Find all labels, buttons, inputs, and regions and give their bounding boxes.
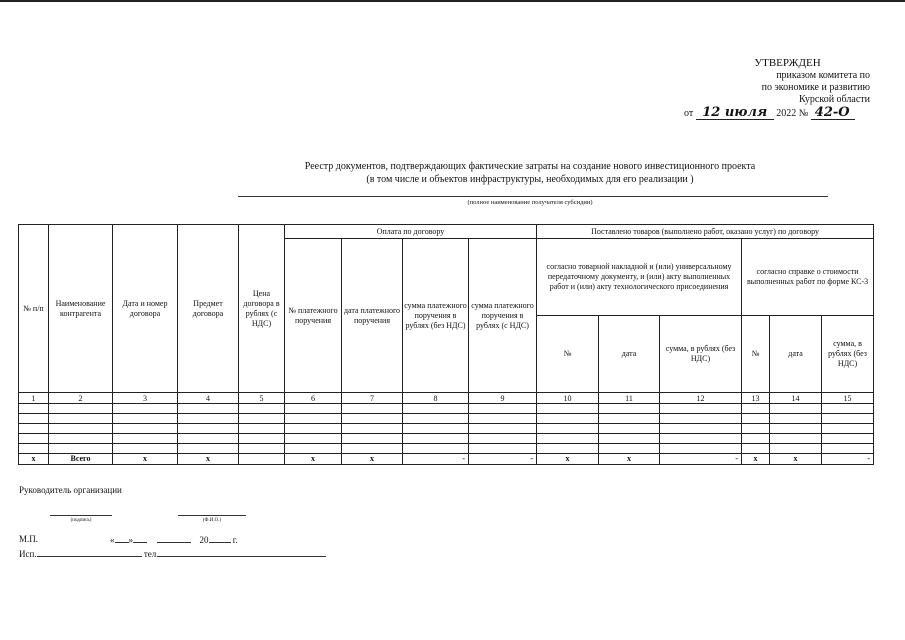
- signature-line: [50, 515, 112, 516]
- header-supplied-group: Поставлено товаров (выполнено работ, оказано услуг) по договору: [537, 225, 874, 239]
- total-cell: x: [342, 454, 403, 465]
- column-number: 12: [660, 393, 742, 404]
- column-number: 14: [770, 393, 822, 404]
- empty-row: [19, 434, 874, 444]
- approval-date-line: [660, 107, 870, 120]
- header-payment-order-date: дата платежного поручения: [342, 239, 403, 393]
- approval-date-prefix: от: [684, 108, 694, 119]
- header-ks3-number: №: [742, 316, 770, 393]
- header-contract-date-number: Дата и номер договора: [113, 225, 178, 393]
- column-number: 1: [19, 393, 49, 404]
- column-number: 5: [239, 393, 285, 404]
- column-number: 3: [113, 393, 178, 404]
- name-caption: (Ф.И.О.): [202, 518, 222, 523]
- date-suffix: г.: [232, 535, 238, 545]
- stamp-place-label: М.П.: [19, 534, 39, 544]
- phone-blank: [158, 548, 326, 557]
- total-cell: -: [469, 454, 537, 465]
- total-cell: x: [537, 454, 599, 465]
- empty-row: [19, 404, 874, 414]
- date-close-quote: »: [128, 535, 133, 545]
- approval-title: УТВЕРЖДЕН: [754, 57, 821, 69]
- signature-caption: (подпись): [70, 518, 92, 523]
- total-label: Всего: [49, 454, 113, 465]
- header-payment-sum-no-vat: сумма платежного поручения в рублях (без НДС): [403, 239, 469, 393]
- total-cell: x: [113, 454, 178, 465]
- column-number: 7: [342, 393, 403, 404]
- document-title: [270, 160, 790, 186]
- phone-label: тел.: [143, 549, 159, 559]
- header-ks3-sum: сумма, в рублях (без НДС): [822, 316, 874, 393]
- header-contract-price: Цена договора в рублях (с НДС): [239, 225, 285, 393]
- column-number: 6: [285, 393, 342, 404]
- column-number: 15: [822, 393, 874, 404]
- header-ks3-date: дата: [770, 316, 822, 393]
- total-row: [19, 454, 874, 465]
- year-blank: [209, 534, 231, 543]
- approval-line-1: приказом комитета по: [776, 70, 870, 81]
- column-number: 11: [599, 393, 660, 404]
- total-cell: x: [770, 454, 822, 465]
- handwritten-date: 12 июля: [696, 107, 774, 120]
- empty-row: [19, 424, 874, 434]
- date-blank: [110, 534, 238, 545]
- column-number: 9: [469, 393, 537, 404]
- page-top-border: [0, 0, 905, 2]
- header-invoice-date: дата: [599, 316, 660, 393]
- handwritten-number: 42-О: [811, 107, 855, 120]
- empty-row: [19, 444, 874, 454]
- date-open-quote: «: [110, 535, 115, 545]
- approval-year: 2022 №: [776, 108, 809, 119]
- month-blank-lead: [133, 534, 147, 543]
- document-title-line-1: Реестр документов, подтверждающих фактические затраты на создание нового инвестиционного проекта: [304, 161, 756, 172]
- register-table: [18, 224, 874, 465]
- approval-line-3: Курской области: [799, 94, 870, 105]
- header-no: № п/п: [19, 225, 49, 393]
- date-year: 20: [199, 535, 209, 545]
- column-number: 2: [49, 393, 113, 404]
- executor-line: [19, 548, 326, 559]
- total-cell: -: [660, 454, 742, 465]
- month-blank: [157, 534, 191, 543]
- column-number: 8: [403, 393, 469, 404]
- recipient-caption: (полное наименование получателя субсидии): [467, 199, 593, 206]
- approval-line-2: по экономике и развитию: [761, 82, 870, 93]
- total-cell: x: [599, 454, 660, 465]
- header-ks3-group: согласно справке о стоимости выполненных работ по форме КС-3: [742, 239, 874, 316]
- total-cell: x: [285, 454, 342, 465]
- column-number: 4: [178, 393, 239, 404]
- total-cell: x: [178, 454, 239, 465]
- header-invoice-group: согласно товарной накладной и (или) универсальному передаточному документу, и (или) акту выполненных работ и (или) акту технологического присоединения: [537, 239, 742, 316]
- header-contract-subject: Предмет договора: [178, 225, 239, 393]
- recipient-line: [238, 196, 828, 197]
- head-of-organization-label: Руководитель организации: [19, 485, 122, 495]
- executor-blank: [37, 548, 142, 557]
- header-invoice-number: №: [537, 316, 599, 393]
- name-line: [178, 515, 246, 516]
- total-cell: [239, 454, 285, 465]
- empty-row: [19, 414, 874, 424]
- approval-stamp: [660, 57, 870, 120]
- header-counterparty: Наименование контрагента: [49, 225, 113, 393]
- total-cell: x: [19, 454, 49, 465]
- day-blank: [115, 534, 129, 543]
- header-invoice-sum: сумма, в рублях (без НДС): [660, 316, 742, 393]
- total-cell: -: [403, 454, 469, 465]
- header-payment-order-number: № платежного поручения: [285, 239, 342, 393]
- document-title-line-2: (в том числе и объектов инфраструктуры, необходимых для его реализации ): [366, 174, 694, 185]
- column-number: 10: [537, 393, 599, 404]
- header-payment-group: Оплата по договору: [285, 225, 537, 239]
- total-cell: -: [822, 454, 874, 465]
- header-payment-sum-vat: сумма платежного поручения в рублях (с НДС): [469, 239, 537, 393]
- column-number-row: [19, 393, 874, 404]
- column-number: 13: [742, 393, 770, 404]
- executor-label: Исп.: [19, 549, 37, 559]
- total-cell: x: [742, 454, 770, 465]
